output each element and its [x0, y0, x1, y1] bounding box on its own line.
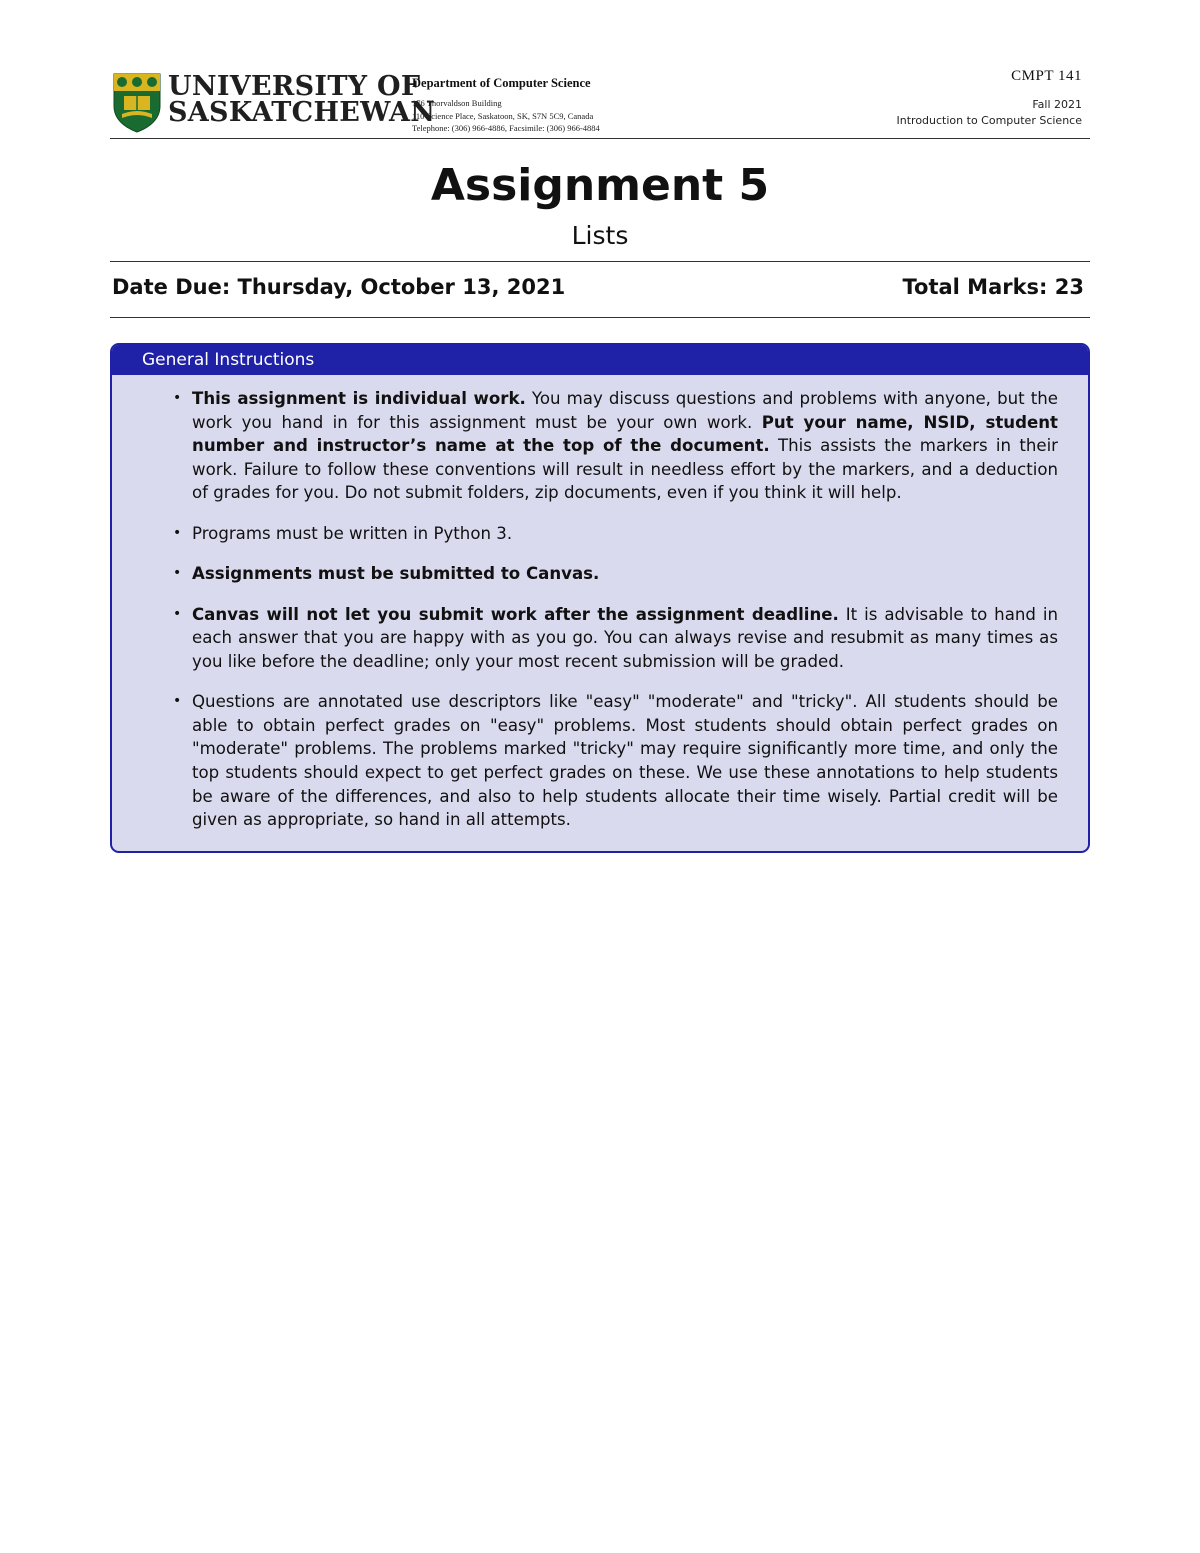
- bullet-icon: •: [173, 390, 182, 406]
- instruction-bold-text: Canvas will not let you submit work after the assignment deadline.: [192, 604, 839, 624]
- university-name-line2: SASKATCHEWAN: [168, 97, 436, 128]
- instruction-item: [173, 522, 1058, 546]
- address-line: Telephone: (306) 966-4886, Facsimile: (306) 966-4884: [412, 123, 600, 133]
- page-subtitle: Lists: [571, 221, 629, 250]
- instruction-bold-text: This assignment is individual work.: [192, 389, 526, 408]
- bullet-icon: •: [173, 605, 182, 622]
- university-name: [168, 71, 436, 128]
- course-block: [897, 68, 1082, 129]
- instruction-text: This assists the markers in their work. Failure to follow these conventions will result in needless effort by the markers, and a deduction of grades for you. Do not submit folders, zip documents, even if you think it will help.: [192, 436, 1058, 503]
- instruction-text: Programs must be written in Python 3.: [192, 523, 513, 543]
- letterhead: [110, 66, 1090, 140]
- instruction-bold-text: Put your name, NSID, student number and instructor’s name at the top of the document.: [192, 412, 1058, 456]
- instruction-text: It is advisable to hand in each answer that you are happy with as you go. You can always revise and resubmit as many times as you like before the deadline; only your most recent submission will be graded.: [192, 604, 1058, 671]
- bullet-icon: •: [173, 565, 182, 582]
- address-line: 176 Thorvaldson Building: [412, 98, 502, 108]
- due-date: Date Due: Thursday, October 13, 2021: [112, 275, 566, 299]
- instruction-item: [173, 690, 1058, 832]
- bullet-icon: •: [173, 693, 182, 710]
- total-marks: Total Marks: 23: [902, 275, 1084, 299]
- course-term: Fall 2021: [1032, 98, 1082, 111]
- general-instructions-heading: General Instructions: [112, 345, 1088, 375]
- instruction-item: [173, 603, 1058, 674]
- general-instructions-box: [110, 343, 1090, 853]
- course-name: Introduction to Computer Science: [896, 114, 1082, 127]
- department-name: Department of Computer Science: [412, 76, 591, 90]
- title-divider: [110, 261, 1090, 262]
- university-name-line1: UNIVERSITY OF: [168, 71, 421, 102]
- instruction-text: You may discuss questions and problems with anyone, but the work you hand in for this assignment must be your own work.: [192, 389, 1058, 432]
- instruction-item: [173, 387, 1058, 505]
- page-title: Assignment 5: [430, 160, 770, 211]
- address-line: 110 Science Place, Saskatoon, SK, S7N 5C9, Canada: [412, 110, 594, 121]
- info-divider: [110, 317, 1090, 318]
- instruction-bold-text: Assignments must be submitted to Canvas.: [192, 564, 600, 584]
- department-block: [412, 76, 600, 135]
- header-divider: [110, 138, 1090, 139]
- instructions-list: [112, 375, 1088, 832]
- bullet-icon: •: [173, 524, 182, 541]
- instruction-item: [173, 562, 1058, 586]
- instruction-text: Questions are annotated use descriptors like "easy" "moderate" and "tricky". All students should be able to obtain perfect grades on "easy" problems. Most students should obtain perfect grades on "moderate" problems. The problems marked "tricky" may require significantly more time, and only the top students should expect to get perfect grades on these. We use these annotations to help students be aware of the differences, and also to help students allocate their time wisely. Partial credit will be given as appropriate, so hand in all attempts.: [192, 692, 1058, 830]
- university-crest-icon: [112, 72, 162, 134]
- course-code: CMPT 141: [1011, 68, 1082, 84]
